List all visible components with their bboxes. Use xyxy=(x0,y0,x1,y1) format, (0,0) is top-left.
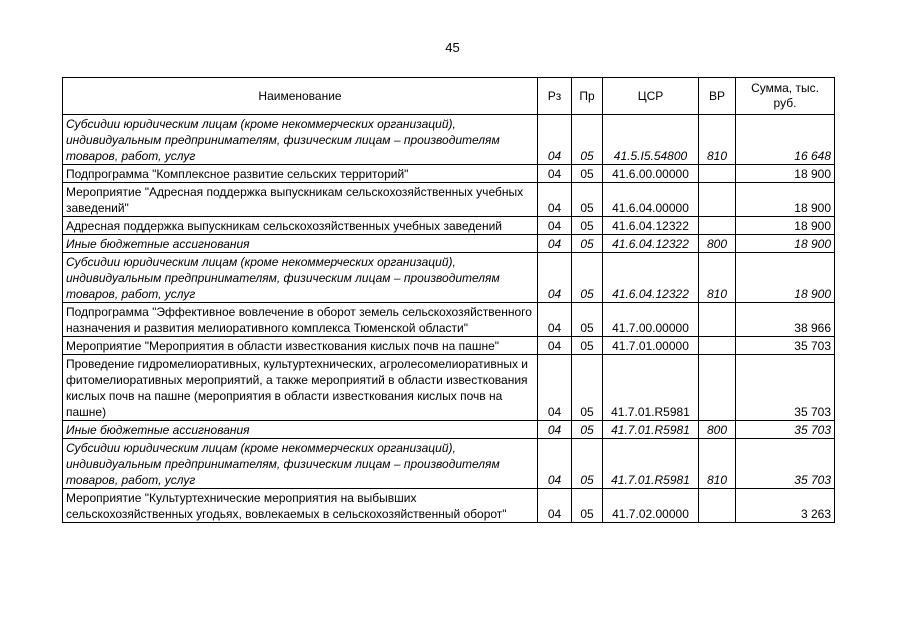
cell-sum: 35 703 xyxy=(736,421,835,439)
cell-sum: 18 900 xyxy=(736,253,835,303)
table-row xyxy=(63,303,835,337)
cell-pr: 05 xyxy=(572,183,603,217)
cell-vr: 810 xyxy=(699,115,736,165)
cell-vr xyxy=(699,337,736,355)
cell-rz: 04 xyxy=(538,217,572,235)
cell-csr: 41.7.01.00000 xyxy=(603,337,699,355)
table-row xyxy=(63,439,835,489)
cell-name: Субсидии юридическим лицам (кроме некоммерческих организаций), индивидуальным предпринимателям, физическим лицам – производителям товаров, работ, услуг xyxy=(63,115,538,165)
header-name: Наименование xyxy=(63,78,538,115)
header-csr: ЦСР xyxy=(603,78,699,115)
cell-csr: 41.7.01.R5981 xyxy=(603,355,699,421)
cell-rz: 04 xyxy=(538,253,572,303)
cell-csr: 41.6.04.12322 xyxy=(603,253,699,303)
budget-table xyxy=(62,77,835,523)
table-row xyxy=(63,355,835,421)
table-body xyxy=(63,115,835,523)
cell-csr: 41.5.I5.54800 xyxy=(603,115,699,165)
cell-vr xyxy=(699,217,736,235)
cell-vr: 800 xyxy=(699,421,736,439)
cell-name: Иные бюджетные ассигнования xyxy=(63,421,538,439)
cell-rz: 04 xyxy=(538,303,572,337)
table-row xyxy=(63,183,835,217)
cell-rz: 04 xyxy=(538,355,572,421)
cell-vr xyxy=(699,303,736,337)
cell-csr: 41.6.04.12322 xyxy=(603,235,699,253)
cell-pr: 05 xyxy=(572,421,603,439)
cell-pr: 05 xyxy=(572,337,603,355)
cell-sum: 35 703 xyxy=(736,355,835,421)
cell-sum: 38 966 xyxy=(736,303,835,337)
cell-rz: 04 xyxy=(538,235,572,253)
table-row xyxy=(63,253,835,303)
cell-csr: 41.7.01.R5981 xyxy=(603,421,699,439)
cell-vr: 810 xyxy=(699,253,736,303)
cell-vr xyxy=(699,355,736,421)
cell-name: Мероприятие "Адресная поддержка выпускникам сельскохозяйственных учебных заведений" xyxy=(63,183,538,217)
cell-csr: 41.6.04.12322 xyxy=(603,217,699,235)
cell-pr: 05 xyxy=(572,489,603,523)
cell-pr: 05 xyxy=(572,303,603,337)
cell-name: Проведение гидромелиоративных, культуртехнических, агролесомелиоративных и фитомелиоративных мероприятий, а также мероприятий в области известкования кислых почв на пашне (мероприятия в области известкования кислых почв на пашне) xyxy=(63,355,538,421)
cell-rz: 04 xyxy=(538,489,572,523)
table-row xyxy=(63,235,835,253)
cell-pr: 05 xyxy=(572,355,603,421)
cell-pr: 05 xyxy=(572,253,603,303)
cell-rz: 04 xyxy=(538,421,572,439)
table-row xyxy=(63,165,835,183)
table-row xyxy=(63,217,835,235)
cell-csr: 41.6.00.00000 xyxy=(603,165,699,183)
cell-sum: 3 263 xyxy=(736,489,835,523)
cell-vr xyxy=(699,489,736,523)
cell-vr: 810 xyxy=(699,439,736,489)
cell-sum: 35 703 xyxy=(736,439,835,489)
table-row xyxy=(63,421,835,439)
cell-sum: 16 648 xyxy=(736,115,835,165)
cell-pr: 05 xyxy=(572,217,603,235)
table-row xyxy=(63,337,835,355)
cell-csr: 41.6.04.00000 xyxy=(603,183,699,217)
cell-name: Мероприятие "Мероприятия в области известкования кислых почв на пашне" xyxy=(63,337,538,355)
cell-name: Субсидии юридическим лицам (кроме некоммерческих организаций), индивидуальным предпринимателям, физическим лицам – производителям товаров, работ, услуг xyxy=(63,253,538,303)
cell-sum: 18 900 xyxy=(736,235,835,253)
cell-vr xyxy=(699,165,736,183)
cell-pr: 05 xyxy=(572,115,603,165)
header-rz: Рз xyxy=(538,78,572,115)
cell-pr: 05 xyxy=(572,165,603,183)
cell-rz: 04 xyxy=(538,115,572,165)
cell-pr: 05 xyxy=(572,439,603,489)
cell-name: Субсидии юридическим лицам (кроме некоммерческих организаций), индивидуальным предпринимателям, физическим лицам – производителям товаров, работ, услуг xyxy=(63,439,538,489)
cell-csr: 41.7.01.R5981 xyxy=(603,439,699,489)
table-row xyxy=(63,489,835,523)
cell-vr: 800 xyxy=(699,235,736,253)
cell-name: Мероприятие "Культуртехнические мероприятия на выбывших сельскохозяйственных угодьях, вовлекаемых в сельскохозяйственный оборот" xyxy=(63,489,538,523)
cell-name: Подпрограмма "Комплексное развитие сельских территорий" xyxy=(63,165,538,183)
header-pr: Пр xyxy=(572,78,603,115)
header-sum: Сумма, тыс. руб. xyxy=(736,78,835,115)
cell-rz: 04 xyxy=(538,439,572,489)
cell-csr: 41.7.00.00000 xyxy=(603,303,699,337)
cell-pr: 05 xyxy=(572,235,603,253)
cell-sum: 18 900 xyxy=(736,183,835,217)
cell-rz: 04 xyxy=(538,337,572,355)
cell-rz: 04 xyxy=(538,165,572,183)
header-vr: ВР xyxy=(699,78,736,115)
cell-name: Подпрограмма "Эффективное вовлечение в оборот земель сельскохозяйственного назначения и развития мелиоративного комплекса Тюменской области" xyxy=(63,303,538,337)
cell-sum: 35 703 xyxy=(736,337,835,355)
cell-name: Иные бюджетные ассигнования xyxy=(63,235,538,253)
table-header-row xyxy=(63,78,835,115)
cell-vr xyxy=(699,183,736,217)
cell-rz: 04 xyxy=(538,183,572,217)
cell-csr: 41.7.02.00000 xyxy=(603,489,699,523)
cell-name: Адресная поддержка выпускникам сельскохозяйственных учебных заведений xyxy=(63,217,538,235)
cell-sum: 18 900 xyxy=(736,217,835,235)
cell-sum: 18 900 xyxy=(736,165,835,183)
table-row xyxy=(63,115,835,165)
page-number: 45 xyxy=(445,40,460,55)
